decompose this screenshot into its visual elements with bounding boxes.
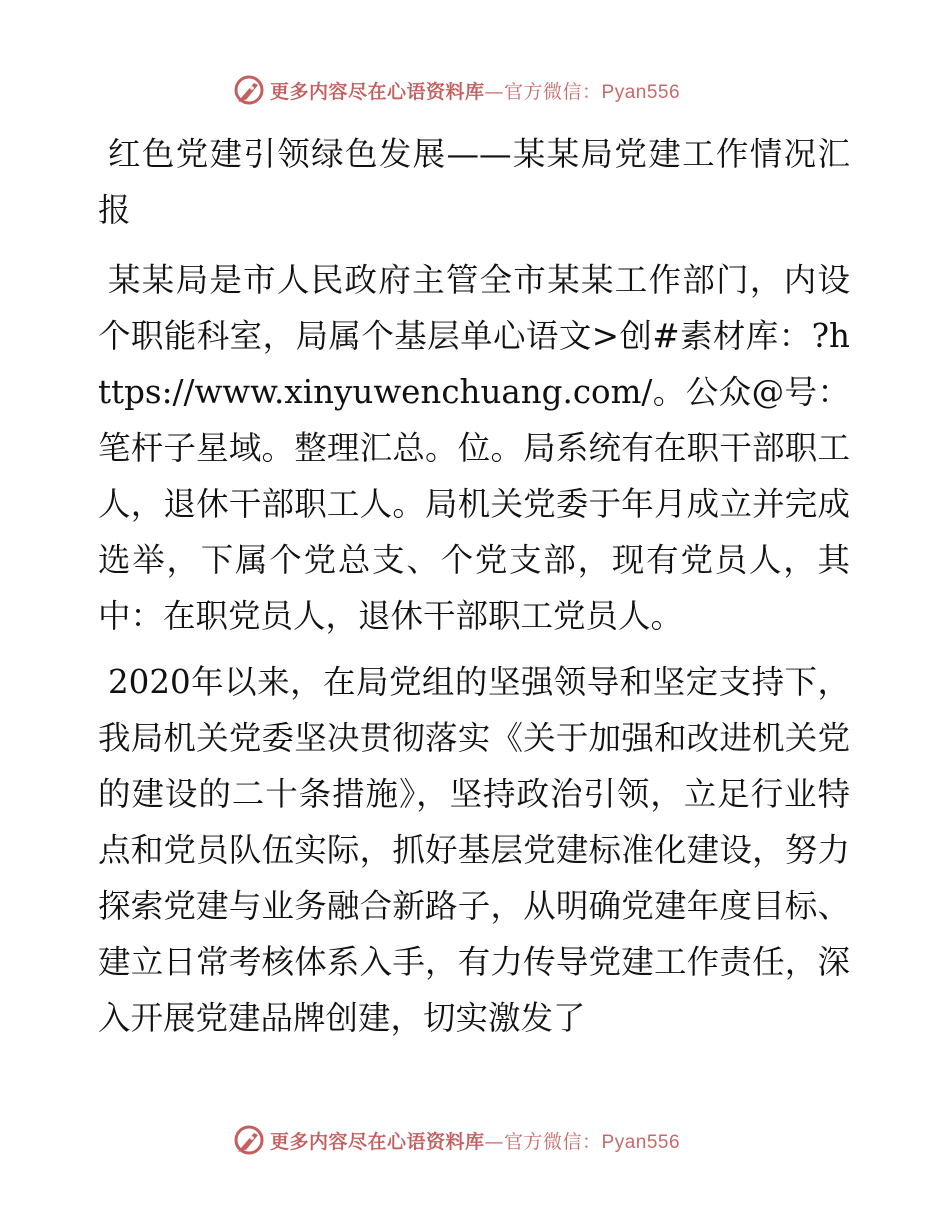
document-title: 红色党建引领绿色发展——某某局党建工作情况汇报 <box>98 135 850 229</box>
watermark-text: 更多内容尽在心语资料库—官方微信：Pyan556 <box>270 1130 681 1153</box>
header-watermark <box>232 70 752 110</box>
pen-nib-logo-icon <box>232 73 266 107</box>
watermark-text: 更多内容尽在心语资料库—官方微信：Pyan556 <box>270 80 681 103</box>
pen-nib-logo-icon <box>232 1123 266 1157</box>
paragraph: 2020年以来，在局党组的坚强领导和坚定支持下，我局机关党委坚决贯彻落实《关于加强和改进机关党的建设的二十条措施》，坚持政治引领，立足行业特点和党员队伍实际，抓好基层党建标准化建设，努力探索党建与业务融合新路子，从明确党建年度目标、建立日常考核体系入手，有力传导党建工作责任，深入开展党建品牌创建，切实激发了 <box>98 663 850 1037</box>
footer-watermark <box>232 1120 752 1160</box>
paragraph: 某某局是市人民政府主管全市某某工作部门，内设个职能科室，局属个基层单心语文>创#素材库：?https://www.xinyuwenchuang.com/。公众@号：笔杆子星域。整理汇总。位。局系统有在职干部职工人，退休干部职工人。局机关党委于年月成立并完成选举，下属个党总支、个党支部，现有党员人，其中：在职党员人，退休干部职工党员人。 <box>98 261 850 635</box>
document-body <box>98 126 850 1046</box>
